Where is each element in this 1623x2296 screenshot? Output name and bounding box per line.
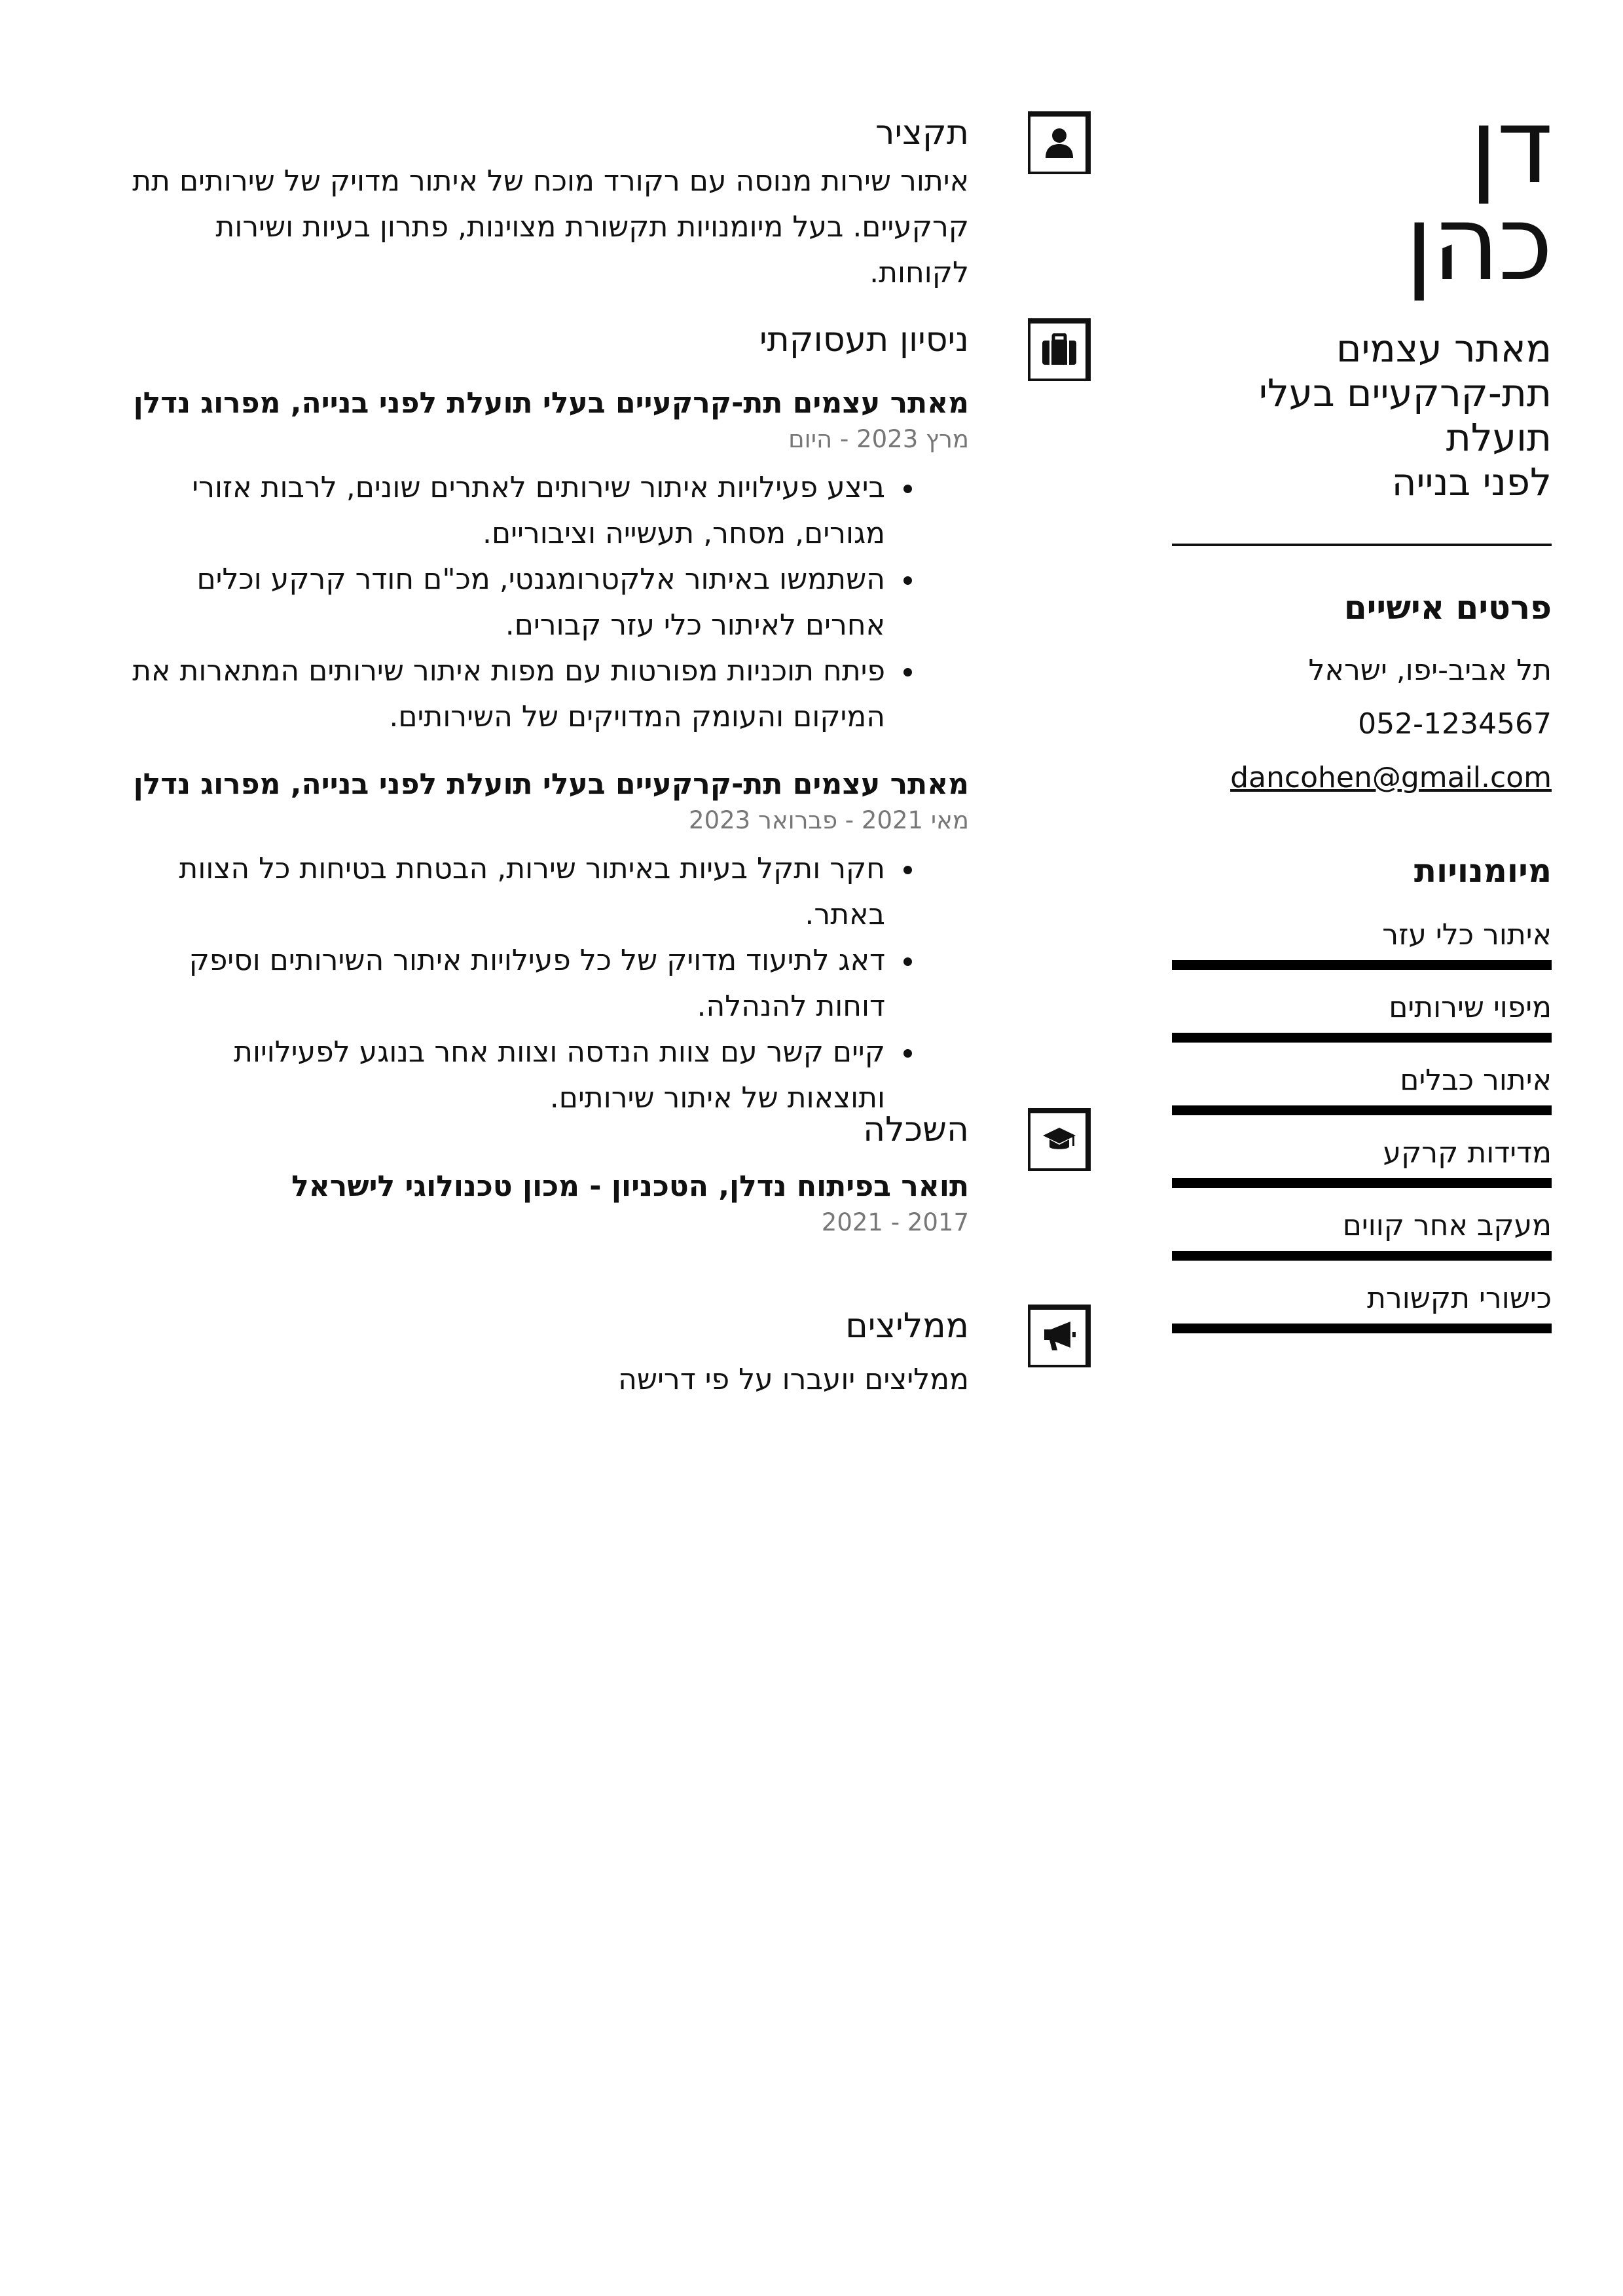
skills-heading: מיומנויות xyxy=(1413,852,1552,890)
skill-level-bar xyxy=(1172,960,1552,970)
job-bullet: • פיתח תוכניות מפורטות עם מפות איתור שירותים המתארות את המיקום והעומק המדויקים של השירותים. xyxy=(131,648,890,740)
skill-level-bar xyxy=(1172,1251,1552,1261)
user-icon xyxy=(1028,111,1091,174)
job-bullet: • חקר ותקל בעיות באיתור שירות, הבטחת בטיחות כל הצוות באתר. xyxy=(131,846,890,938)
summary-section xyxy=(131,111,969,296)
education-section xyxy=(131,1108,969,1239)
location: תל אביב-יפו, ישראל xyxy=(1308,654,1552,687)
name-first: דן xyxy=(1469,86,1552,207)
skill-item xyxy=(1172,1208,1552,1261)
job-dates: מרץ 2023 - היום xyxy=(788,425,969,453)
megaphone-icon xyxy=(1028,1305,1091,1367)
skill-label: כישורי תקשורת xyxy=(1367,1282,1552,1315)
email-link[interactable]: dancohen@gmail.com xyxy=(1230,761,1552,794)
skill-item xyxy=(1172,1062,1552,1115)
job-bullet: • קיים קשר עם צוות הנדסה וצוות אחר בנוגע לפעילויות ותוצאות של איתור שירותים. xyxy=(131,1029,890,1121)
jobs-list xyxy=(131,384,969,1121)
skill-item xyxy=(1172,1135,1552,1188)
experience-section xyxy=(131,318,969,1121)
job-bullets xyxy=(131,465,969,740)
job-bullets xyxy=(131,846,969,1121)
references-section xyxy=(131,1305,969,1403)
skill-level-bar xyxy=(1172,1178,1552,1188)
skill-label: מדידות קרקע xyxy=(1383,1136,1552,1170)
job-bullet: • דאג לתיעוד מדויק של כל פעילויות איתור השירותים וסיפק דוחות להנהלה. xyxy=(131,938,890,1029)
summary-heading: תקציר xyxy=(875,113,969,153)
job-bullet: • השתמשו באיתור אלקטרומגנטי, מכ"ם חודר קרקע וכלים אחרים לאיתור כלי עזר קבורים. xyxy=(131,557,890,648)
skill-label: איתור כלי עזר xyxy=(1382,918,1552,952)
graduation-cap-icon xyxy=(1028,1108,1091,1171)
sidebar-divider xyxy=(1172,544,1552,546)
job-title-line: מאתר עצמים xyxy=(1336,326,1552,371)
job-title: מאתר עצמים תת-קרקעיים בעלי תועלת לפני בנייה, מפרוג נדלן xyxy=(133,386,969,420)
skill-label: מיפוי שירותים xyxy=(1389,991,1552,1024)
name-last: כהן xyxy=(1405,183,1552,304)
skill-level-bar xyxy=(1172,1324,1552,1333)
skill-level-bar xyxy=(1172,1105,1552,1115)
job-title: מאתר עצמים תת-קרקעיים בעלי תועלת לפני בנייה, מפרוג נדלן xyxy=(133,768,969,801)
skills-list xyxy=(1172,917,1552,1333)
skill-label: מעקב אחר קווים xyxy=(1342,1209,1552,1242)
personal-details-heading: פרטים אישיים xyxy=(1343,589,1552,627)
email-row xyxy=(1172,758,1552,798)
phone: 052-1234567 xyxy=(1358,707,1552,741)
references-text: ממליצים יועברו על פי דרישה xyxy=(618,1363,969,1396)
summary-text: איתור שירות מנוסה עם רקורד מוכח של איתור מדויק של שירותים תת קרקעיים. בעל מיומנויות תקשורת מצוינות, פתרון בעיות ושירות לקוחות. xyxy=(132,164,969,289)
skill-label: איתור כבלים xyxy=(1400,1064,1552,1097)
references-heading: ממליצים xyxy=(845,1306,969,1346)
job-title xyxy=(1172,326,1552,504)
job-title-line: תת-קרקעיים בעלי תועלת xyxy=(1258,371,1552,460)
education-heading: השכלה xyxy=(863,1110,969,1149)
sidebar xyxy=(1172,86,1552,1333)
skill-item xyxy=(1172,917,1552,970)
briefcase-icon xyxy=(1028,318,1091,381)
skill-level-bar xyxy=(1172,1033,1552,1043)
job-dates: מאי 2021 - פברואר 2023 xyxy=(689,806,969,834)
experience-heading: ניסיון תעסוקתי xyxy=(759,320,969,360)
job-bullet: • ביצע פעילויות איתור שירותים לאתרים שונים, לרבות אזורי מגורים, מסחר, תעשייה וציבוריים. xyxy=(131,465,890,557)
skill-item xyxy=(1172,1280,1552,1333)
job-title-line: לפני בנייה xyxy=(1391,460,1552,504)
education-dates: 2017 - 2021 xyxy=(821,1208,969,1236)
education-degree: תואר בפיתוח נדלן, הטכניון - מכון טכנולוגי לישראל xyxy=(291,1170,969,1203)
skill-item xyxy=(1172,990,1552,1043)
